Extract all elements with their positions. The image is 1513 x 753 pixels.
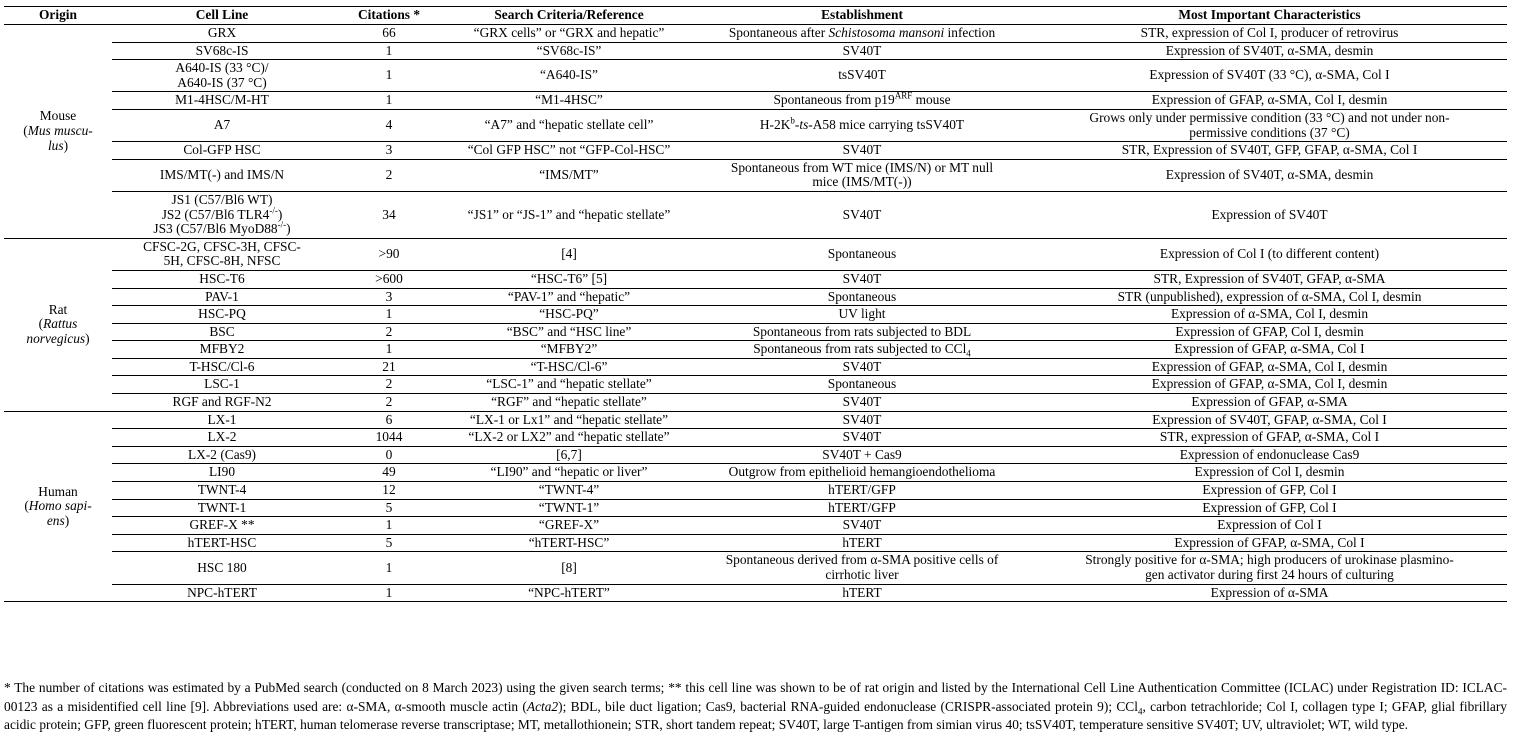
search-criteria: “JS1” or “JS-1” and “hepatic stellate”	[446, 191, 692, 238]
characteristics: STR (unpublished), expression of α-SMA, Col I, desmin	[1032, 288, 1507, 306]
characteristics: Expression of Col I (to different content)	[1032, 238, 1507, 270]
citations: 4	[332, 109, 446, 141]
establishment: SV40T	[692, 191, 1032, 238]
table-row	[4, 306, 1507, 324]
search-criteria: “LX-2 or LX2” and “hepatic stellate”	[446, 429, 692, 447]
cell-line: GRX	[112, 25, 332, 43]
table-row	[4, 534, 1507, 552]
characteristics: Expression of GFAP, α-SMA	[1032, 394, 1507, 412]
characteristics: Expression of endonuclease Cas9	[1032, 446, 1507, 464]
cell-line: CFSC-2G, CFSC-3H, CFSC- 5H, CFSC-8H, NFSC	[112, 238, 332, 270]
characteristics: Grows only under permissive condition (33 °C) and not under non- permissive conditions (37 °C)	[1032, 109, 1507, 141]
cell-line: HSC-PQ	[112, 306, 332, 324]
table-row	[4, 358, 1507, 376]
citations: 5	[332, 534, 446, 552]
establishment: Spontaneous	[692, 238, 1032, 270]
header-search: Search Criteria/Reference	[446, 7, 692, 25]
table-row	[4, 429, 1507, 447]
cell-line: LI90	[112, 464, 332, 482]
characteristics: Expression of GFAP, α-SMA, Col I, desmin	[1032, 92, 1507, 110]
establishment: Spontaneous derived from α-SMA positive cells of cirrhotic liver	[692, 552, 1032, 584]
cell-line: SV68c-IS	[112, 42, 332, 60]
cell-line: hTERT-HSC	[112, 534, 332, 552]
characteristics: Expression of SV40T, α-SMA, desmin	[1032, 159, 1507, 191]
table-row	[4, 341, 1507, 359]
header-cell-line: Cell Line	[112, 7, 332, 25]
citations: 2	[332, 394, 446, 412]
citations: 1	[332, 92, 446, 110]
table-row	[4, 552, 1507, 584]
citations: 5	[332, 499, 446, 517]
cell-line: IMS/MT(-) and IMS/N	[112, 159, 332, 191]
characteristics: Expression of GFAP, α-SMA, Col I, desmin	[1032, 376, 1507, 394]
search-criteria: “HSC-PQ”	[446, 306, 692, 324]
characteristics: Expression of SV40T, GFAP, α-SMA, Col I	[1032, 411, 1507, 429]
citations: 0	[332, 446, 446, 464]
citations: 1	[332, 552, 446, 584]
table-row	[4, 25, 1507, 43]
search-criteria: “TWNT-1”	[446, 499, 692, 517]
characteristics: STR, Expression of SV40T, GFP, GFAP, α-SMA, Col I	[1032, 142, 1507, 160]
search-criteria: “M1-4HSC”	[446, 92, 692, 110]
cell-line: A7	[112, 109, 332, 141]
search-criteria: [4]	[446, 238, 692, 270]
cell-line: GREF-X **	[112, 517, 332, 535]
cell-line: BSC	[112, 323, 332, 341]
search-criteria: “GREF-X”	[446, 517, 692, 535]
establishment: SV40T	[692, 429, 1032, 447]
table-row	[4, 142, 1507, 160]
search-criteria: “LX-1 or Lx1” and “hepatic stellate”	[446, 411, 692, 429]
origin-rat: Rat (Rattus norvegicus)	[4, 238, 112, 411]
establishment: Spontaneous	[692, 376, 1032, 394]
cell-line: T-HSC/Cl-6	[112, 358, 332, 376]
citations: 2	[332, 323, 446, 341]
search-criteria: “A7” and “hepatic stellate cell”	[446, 109, 692, 141]
characteristics: Expression of GFAP, α-SMA, Col I, desmin	[1032, 358, 1507, 376]
table-row	[4, 394, 1507, 412]
establishment: Spontaneous from rats subjected to CCl$_4$	[692, 341, 1032, 359]
characteristics: Expression of α-SMA	[1032, 584, 1507, 602]
search-criteria: “LI90” and “hepatic or liver”	[446, 464, 692, 482]
characteristics: Expression of Col I, desmin	[1032, 464, 1507, 482]
search-criteria: “RGF” and “hepatic stellate”	[446, 394, 692, 412]
citations: 1	[332, 341, 446, 359]
cell-line: NPC-hTERT	[112, 584, 332, 602]
cell-line: LX-2 (Cas9)	[112, 446, 332, 464]
establishment: Spontaneous from $p19^{ARF}$ mouse	[692, 92, 1032, 110]
search-criteria: [8]	[446, 552, 692, 584]
table-row	[4, 517, 1507, 535]
establishment: SV40T	[692, 358, 1032, 376]
characteristics: STR, Expression of SV40T, GFAP, α-SMA	[1032, 270, 1507, 288]
characteristics: STR, expression of GFAP, α-SMA, Col I	[1032, 429, 1507, 447]
cell-line: TWNT-1	[112, 499, 332, 517]
cell-line: MFBY2	[112, 341, 332, 359]
search-criteria: “IMS/MT”	[446, 159, 692, 191]
origin-human: Human (Homo sapi- ens)	[4, 411, 112, 602]
characteristics: Expression of GFP, Col I	[1032, 499, 1507, 517]
table-row	[4, 446, 1507, 464]
table-row	[4, 92, 1507, 110]
search-criteria: “A640-IS”	[446, 60, 692, 92]
table-row	[4, 191, 1507, 238]
table-row	[4, 499, 1507, 517]
citations: 1	[332, 584, 446, 602]
cell-line: Col-GFP HSC	[112, 142, 332, 160]
search-criteria: “NPC-hTERT”	[446, 584, 692, 602]
cell-line: TWNT-4	[112, 482, 332, 500]
table-row	[4, 323, 1507, 341]
cell-line: RGF and RGF-N2	[112, 394, 332, 412]
establishment: UV light	[692, 306, 1032, 324]
establishment: hTERT	[692, 534, 1032, 552]
search-criteria: “LSC-1” and “hepatic stellate”	[446, 376, 692, 394]
search-criteria: [6,7]	[446, 446, 692, 464]
table-row	[4, 109, 1507, 141]
characteristics: Expression of SV40T	[1032, 191, 1507, 238]
citations: >90	[332, 238, 446, 270]
search-criteria: “PAV-1” and “hepatic”	[446, 288, 692, 306]
table-row	[4, 464, 1507, 482]
characteristics: Expression of GFAP, Col I, desmin	[1032, 323, 1507, 341]
citations: 3	[332, 142, 446, 160]
header-establishment: Establishment	[692, 7, 1032, 25]
citations: 1044	[332, 429, 446, 447]
citations: 21	[332, 358, 446, 376]
citations: 2	[332, 376, 446, 394]
establishment: $H-2K^b-ts-A58$ mice carrying tsSV40T	[692, 109, 1032, 141]
citations: 2	[332, 159, 446, 191]
citations: 49	[332, 464, 446, 482]
establishment: tsSV40T	[692, 60, 1032, 92]
search-criteria: “HSC-T6” [5]	[446, 270, 692, 288]
search-criteria: “BSC” and “HSC line”	[446, 323, 692, 341]
citations: 12	[332, 482, 446, 500]
cell-line: JS1 (C57/Bl6 WT) JS2 (C57/Bl6 TLR4-/-) JS3 (C57/Bl6 MyoD88-/-)	[112, 191, 332, 238]
cell-line: LX-1	[112, 411, 332, 429]
table-row	[4, 482, 1507, 500]
establishment: SV40T	[692, 517, 1032, 535]
establishment: SV40T	[692, 394, 1032, 412]
establishment: hTERT/GFP	[692, 499, 1032, 517]
citations: 6	[332, 411, 446, 429]
table-row	[4, 238, 1507, 270]
establishment: Spontaneous after Schistosoma mansoni infection	[692, 25, 1032, 43]
search-criteria: “GRX cells” or “GRX and hepatic”	[446, 25, 692, 43]
establishment: Spontaneous	[692, 288, 1032, 306]
header-characteristics: Most Important Characteristics	[1032, 7, 1507, 25]
characteristics: Expression of GFAP, α-SMA, Col I	[1032, 341, 1507, 359]
citations: 66	[332, 25, 446, 43]
citations: 1	[332, 517, 446, 535]
citations: >600	[332, 270, 446, 288]
header-row	[4, 7, 1507, 25]
header-citations: Citations *	[332, 7, 446, 25]
search-criteria: “hTERT-HSC”	[446, 534, 692, 552]
characteristics: Expression of Col I	[1032, 517, 1507, 535]
cell-line-table	[4, 6, 1507, 602]
table-row	[4, 60, 1507, 92]
characteristics: Strongly positive for α-SMA; high producers of urokinase plasmino- gen activator during first 24 hours of culturing	[1032, 552, 1507, 584]
establishment: SV40T	[692, 42, 1032, 60]
characteristics: Expression of GFAP, α-SMA, Col I	[1032, 534, 1507, 552]
establishment: Outgrow from epithelioid hemangioendothelioma	[692, 464, 1032, 482]
table-row	[4, 411, 1507, 429]
establishment: SV40T + Cas9	[692, 446, 1032, 464]
search-criteria: “MFBY2”	[446, 341, 692, 359]
citations: 1	[332, 42, 446, 60]
table-row	[4, 270, 1507, 288]
header-origin: Origin	[4, 7, 112, 25]
cell-line: PAV-1	[112, 288, 332, 306]
table-row	[4, 42, 1507, 60]
cell-line: M1-4HSC/M-HT	[112, 92, 332, 110]
establishment: hTERT/GFP	[692, 482, 1032, 500]
establishment: hTERT	[692, 584, 1032, 602]
table-footnote: * The number of citations was estimated by a PubMed search (conducted on 8 March 2023) using the given search terms; ** this cell line was shown to be of rat origin and listed by the International Cell Line Authentication Committee (ICLAC) under Registration ID: ICLAC-00123 as a misidentified cell line [9]. Abbreviations used are: α-SMA, α-smooth muscle actin (Acta2); BDL, bile duct ligation; Cas9, bacterial RNA-guided endonuclease (CRISPR-associated protein 9); CCl$_4$, carbon tetrachloride; Col I, collagen type I; GFAP, glial fibrillary acidic protein; GFP, green fluorescent protein; hTERT, human telomerase reverse transcriptase; MT, metallothionein; STR, short tandem repeat; SV40T, large T-antigen from simian virus 40; tsSV40T, temperature sensitive SV40T; UV, ultraviolet; WT, wild type.	[4, 680, 1507, 732]
establishment: Spontaneous from rats subjected to BDL	[692, 323, 1032, 341]
cell-line: LX-2	[112, 429, 332, 447]
characteristics: STR, expression of Col I, producer of retrovirus	[1032, 25, 1507, 43]
characteristics: Expression of SV40T, α-SMA, desmin	[1032, 42, 1507, 60]
citations: 1	[332, 306, 446, 324]
characteristics: Expression of GFP, Col I	[1032, 482, 1507, 500]
table-row	[4, 584, 1507, 602]
citations: 34	[332, 191, 446, 238]
cell-line: LSC-1	[112, 376, 332, 394]
search-criteria: “SV68c-IS”	[446, 42, 692, 60]
citations: 3	[332, 288, 446, 306]
search-criteria: “T-HSC/Cl-6”	[446, 358, 692, 376]
search-criteria: “TWNT-4”	[446, 482, 692, 500]
search-criteria: “Col GFP HSC” not “GFP-Col-HSC”	[446, 142, 692, 160]
establishment: SV40T	[692, 270, 1032, 288]
citations: 1	[332, 60, 446, 92]
table-row	[4, 159, 1507, 191]
origin-mouse: Mouse (Mus muscu- lus)	[4, 25, 112, 239]
cell-line: HSC 180	[112, 552, 332, 584]
table-row	[4, 376, 1507, 394]
establishment: SV40T	[692, 411, 1032, 429]
establishment: Spontaneous from WT mice (IMS/N) or MT null mice (IMS/MT(-))	[692, 159, 1032, 191]
cell-line: HSC-T6	[112, 270, 332, 288]
table-row	[4, 288, 1507, 306]
establishment: SV40T	[692, 142, 1032, 160]
characteristics: Expression of SV40T (33 °C), α-SMA, Col I	[1032, 60, 1507, 92]
cell-line: A640-IS (33 °C)/ A640-IS (37 °C)	[112, 60, 332, 92]
characteristics: Expression of α-SMA, Col I, desmin	[1032, 306, 1507, 324]
